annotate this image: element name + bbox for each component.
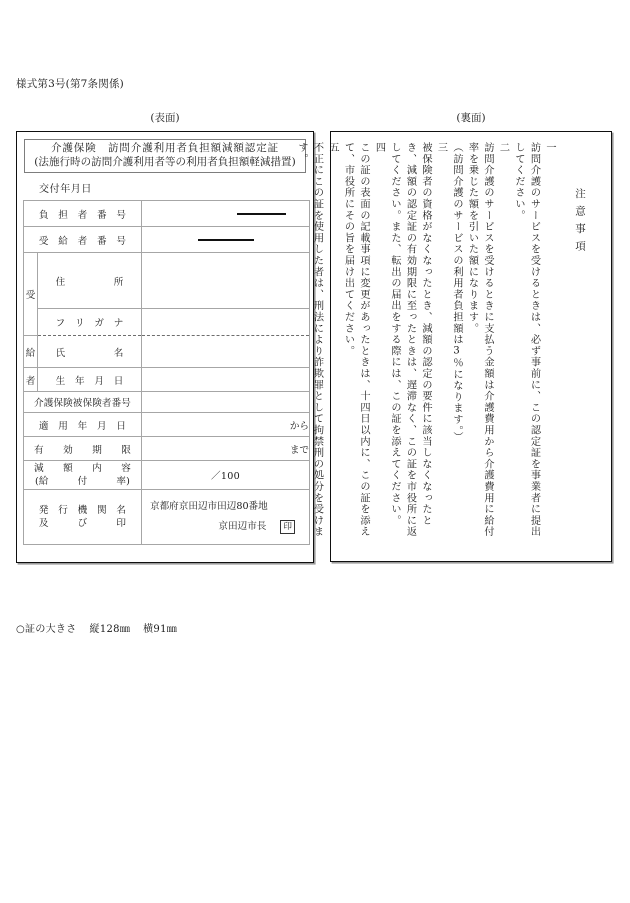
burden-number-label: 負 担 者 番 号 [24, 201, 142, 227]
note-text-2-paren: （訪問介護のサービスの利用者負担額は3％になります。） [451, 142, 462, 443]
note-item-2-paren [449, 142, 465, 546]
note-item-4 [340, 142, 387, 546]
insured-number-label: 介護保険被保険者番号 [24, 392, 142, 413]
reduction-label-line-2: (給 付 率) [35, 476, 130, 487]
size-note-label: ○証の大きさ [16, 624, 77, 635]
certificate-size-note [16, 620, 177, 635]
official-seal-icon: 印 [280, 520, 295, 534]
table-row-reduction [24, 461, 310, 490]
table-row-burden-number [24, 201, 310, 227]
burden-number-cells[interactable] [142, 201, 310, 227]
issuer-name: 京田辺市長 [218, 521, 267, 532]
name-value[interactable] [142, 336, 310, 368]
recipient-number-label: 受 給 者 番 号 [24, 227, 142, 253]
issuer-value [142, 490, 310, 545]
note-text-1: 訪問介護のサービスを受けるときは、必ず事前に、この認定証を事業者に提出してください。 [513, 142, 540, 538]
note-item-1 [511, 142, 558, 546]
issuer-label-line-2: 及 び 印 [38, 518, 127, 529]
note-number-1: 一 [544, 142, 555, 154]
size-note-height: 縦128㎜ [89, 624, 131, 635]
reduction-rate-value[interactable]: ／100 [142, 461, 310, 490]
size-note-width: 横91㎜ [143, 624, 178, 635]
note-item-2 [464, 142, 511, 546]
table-row-birthdate [24, 368, 310, 392]
recipient-side-label-1: 受 [24, 253, 38, 336]
issuer-address: 京都府京田辺市田辺80番地 [150, 501, 268, 512]
note-text-2: 訪問介護のサービスを受けるときに支払う金額は介護費用から介護費用に給付率を乗じた額を引いた額になります。 [466, 142, 493, 538]
reduction-label-line-1: 減 額 内 容 [34, 463, 131, 474]
table-row-furigana [24, 309, 310, 336]
note-text-4: この証の表面の記載事項に変更があったときは、十四日以内に、この証を添えて、市役所にその旨を届け出てください。 [342, 142, 369, 538]
recipient-side-label-2: 給 [24, 336, 38, 368]
certificate-title-line-2: (法施行時の訪問介護利用者等の利用者負担額軽減措置) [34, 155, 296, 168]
furigana-value[interactable] [142, 309, 310, 336]
note-number-5: 五 [327, 142, 338, 154]
note-item-3 [387, 142, 449, 546]
expiry-label: 有 効 期 限 [24, 437, 142, 461]
issue-date-label: 交付年月日 [39, 184, 92, 195]
address-label: 住 所 [38, 253, 142, 309]
issuer-label-line-1: 発 行 機 関 名 [38, 505, 127, 516]
reduction-label [24, 461, 142, 490]
expiry-suffix: まで [289, 444, 309, 456]
apply-date-label: 適 用 年 月 日 [24, 413, 142, 437]
table-row-name [24, 336, 310, 368]
name-label: 氏 名 [38, 336, 142, 368]
recipient-number-cells[interactable] [142, 227, 310, 253]
insured-number-value[interactable] [142, 392, 310, 413]
apply-date-value[interactable] [142, 413, 310, 437]
certificate-title-line-1: 介護保険 訪問介護利用者負担額減額認定証 [51, 142, 279, 154]
note-item-5 [294, 142, 341, 546]
table-row-issuer [24, 490, 310, 545]
table-row-address [24, 253, 310, 309]
issuer-label [24, 490, 142, 545]
note-number-3: 三 [435, 142, 447, 154]
birthdate-value[interactable] [142, 368, 310, 392]
back-side-caption: (裏面) [456, 112, 486, 124]
note-text-5: 不正にこの証を使用した者は、刑法により詐欺罪として拘禁刑の処分を受けます。 [296, 142, 323, 538]
table-row-apply-date [24, 413, 310, 437]
furigana-label: フ リ ガ ナ [38, 309, 142, 336]
address-value[interactable] [142, 253, 310, 309]
certificate-title-box [24, 139, 306, 173]
note-number-2: 二 [497, 142, 509, 154]
notes-heading: 注意事項 [574, 188, 586, 258]
note-number-4: 四 [373, 142, 385, 154]
note-text-3: 被保険者の資格がなくなったとき、減額の認定の要件に該当しなくなったとき、減額の認定証の有効期限に至ったときは、遅滞なく、この証を市役所に返してください。また、転出の届出をする際には、この証を添えてください。 [389, 142, 431, 538]
table-row-recipient-number [24, 227, 310, 253]
front-side-caption: (表面) [150, 112, 180, 124]
certificate-front-card [16, 131, 314, 563]
expiry-value[interactable] [142, 437, 310, 461]
recipient-side-label-3: 者 [24, 368, 38, 392]
form-number: 様式第3号(第7条関係) [16, 78, 124, 90]
front-card-inner [17, 132, 313, 562]
issuer-signature-row [150, 518, 301, 535]
birthdate-label: 生 年 月 日 [38, 368, 142, 392]
table-row-insured-number [24, 392, 310, 413]
apply-date-suffix: から [289, 420, 309, 432]
certificate-fields-table [23, 200, 310, 545]
table-row-expiry [24, 437, 310, 461]
